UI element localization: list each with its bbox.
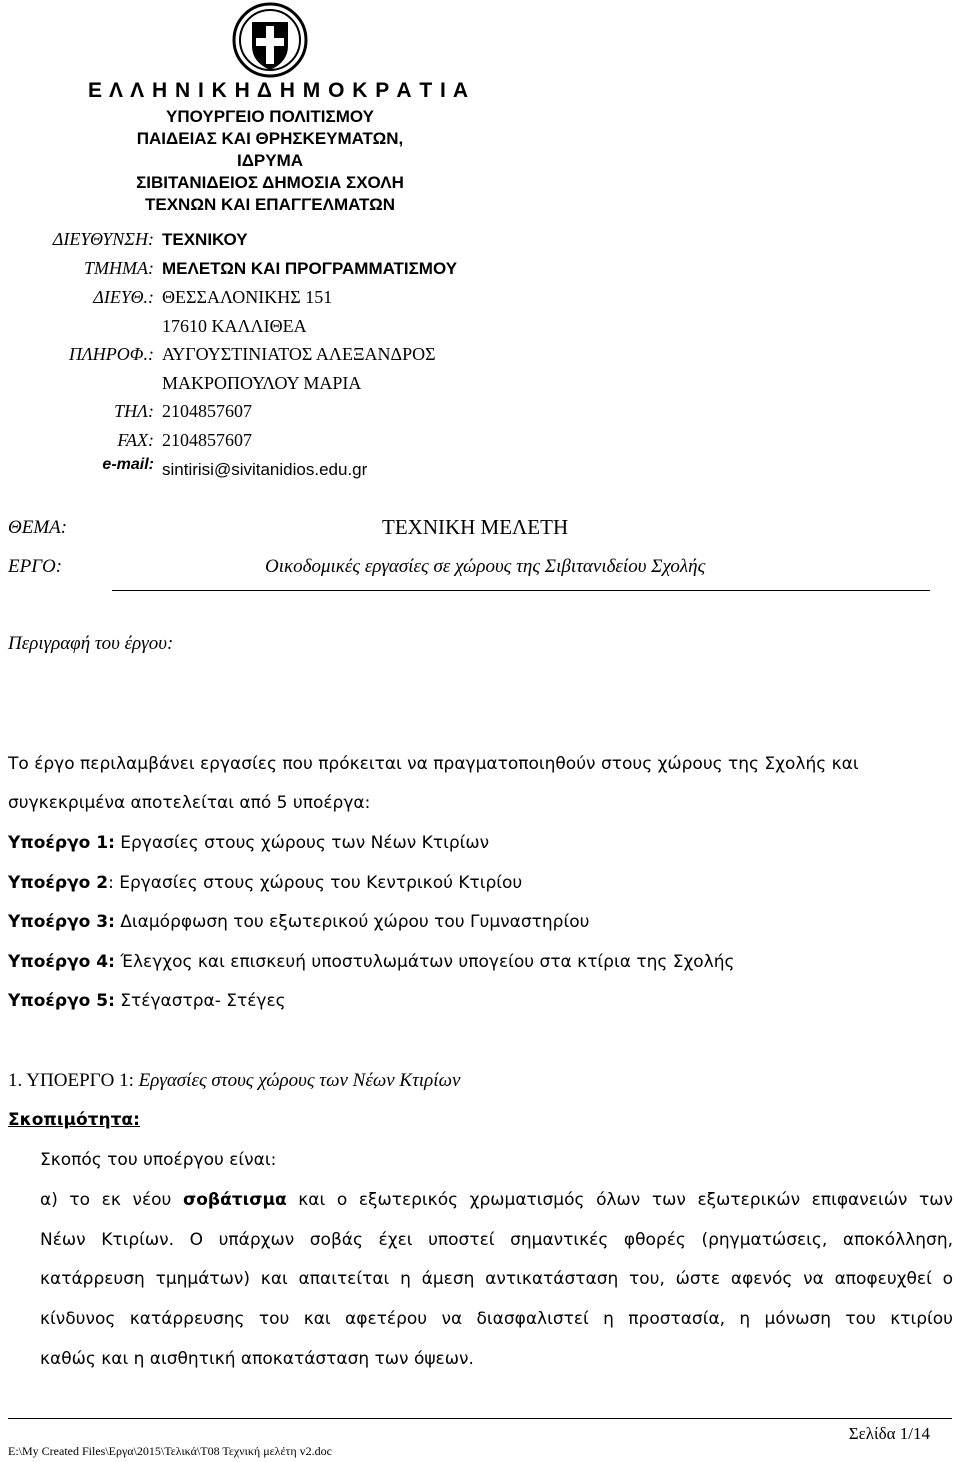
file-path: E:\My Created Files\Εργα\2015\Τελικά\Τ08 Τεχνική μελέτη v2.doc — [8, 1444, 332, 1458]
address-label: ΔΙΕΥΘ.: — [93, 287, 154, 307]
department-label: ΤΜΗΜΑ: — [84, 258, 154, 278]
section-1-title — [8, 1069, 460, 1092]
subject-label: ΘΕΜΑ: — [8, 517, 68, 538]
purpose-intro: Σκοπός του υποέργου είναι: — [40, 1150, 277, 1170]
school-line-2: ΤΕΧΝΩΝ ΚΑΙ ΕΠΑΓΓΕΛΜΑΤΩΝ — [145, 195, 395, 214]
paragraph-line-2: Νέων Κτιρίων. Ο υπάρχων σοβάς έχει υποστεί σημαντικές φθορές (ρηγματώσεις, αποκόλληση, — [40, 1230, 953, 1250]
intro-line-1: Το έργο περιλαμβάνει εργασίες που πρόκειται να πραγματοποιηθούν στους χώρους της Σχολής και — [8, 754, 859, 774]
project-value: Οικοδομικές εργασίες σε χώρους της Σιβιτανιδείου Σχολής — [265, 556, 706, 577]
plaster-keyword: σοβάτισμα — [182, 1190, 287, 1210]
subproject-text: Στέγαστρα- Στέγες — [114, 991, 286, 1011]
divider-line — [112, 590, 930, 591]
section-1-number: 1. ΥΠΟΕΡΓΟ 1: — [8, 1070, 134, 1091]
email-value[interactable]: sintirisi@sivitanidios.edu.gr — [162, 460, 368, 479]
subproject-5 — [8, 991, 286, 1011]
paragraph-line-1-a: α) το εκ νέου — [40, 1190, 183, 1210]
paragraph-line-5: καθώς και η αισθητική αποκατάσταση των όψεων. — [40, 1349, 474, 1369]
section-1-title-rest: Εργασίες στους χώρους των Νέων Κτιρίων — [133, 1070, 461, 1091]
paragraph-line-1 — [40, 1190, 953, 1210]
phone-value: 2104857607 — [162, 401, 252, 421]
ministry-line-1: ΥΠΟΥΡΓΕΙΟ ΠΟΛΙΤΙΣΜΟΥ — [166, 107, 374, 126]
paragraph-line-3: κατάρρευση τμημάτων) και απαιτείται η άμεση αντικατάσταση του, ώστε αφενός να αποφευχθεί ο — [40, 1269, 953, 1289]
subproject-4 — [8, 952, 735, 972]
subproject-label: Υποέργο 4: — [8, 952, 115, 972]
greek-emblem — [232, 2, 308, 78]
subproject-1 — [8, 833, 489, 853]
paragraph-line-1-b: και ο εξωτερικός χρωματισμός όλων των εξωτερικών επιφανειών των — [286, 1190, 953, 1210]
country-title: Ε Λ Λ Η Ν Ι Κ Η Δ Η Μ Ο Κ Ρ Α Τ Ι Α — [88, 79, 470, 102]
subproject-text: Έλεγχος και επισκευή υποστυλωμάτων υπογείου στα κτίρια της Σχολής — [114, 952, 735, 972]
intro-line-2: συγκεκριμένα αποτελείται από 5 υποέργα: — [8, 793, 371, 813]
phone-label: ΤΗΛ: — [114, 401, 154, 421]
fax-label: FAX: — [117, 430, 154, 450]
paragraph-line-4: κίνδυνος κατάρρευσης του και αφετέρου να διασφαλιστεί η προστασία, η μόνωση του κτιρίου — [40, 1309, 953, 1329]
subproject-text: Διαμόρφωση του εξωτερικού χώρου του Γυμναστηρίου — [114, 912, 590, 932]
subproject-3 — [8, 912, 589, 932]
footer-rule — [8, 1418, 952, 1419]
info-line-1: ΑΥΓΟΥΣΤΙΝΙΑΤΟΣ ΑΛΕΞΑΝΔΡΟΣ — [162, 344, 436, 364]
subproject-2 — [8, 873, 522, 893]
email-label: e-mail: — [102, 456, 154, 473]
directorate-label: ΔΙΕΥΘΥΝΣΗ: — [52, 229, 154, 249]
subproject-label: Υποέργο 3: — [8, 912, 115, 932]
purpose-heading: Σκοπιμότητα: — [8, 1110, 140, 1130]
directorate-value: ΤΕΧΝΙΚΟΥ — [162, 230, 248, 249]
project-label: ΕΡΓΟ: — [8, 556, 63, 577]
page-number: Σελίδα 1/14 — [848, 1424, 930, 1443]
foundation-line: ΙΔΡΥΜΑ — [236, 151, 304, 170]
subproject-text: : Εργασίες στους χώρους του Κεντρικού Κτιρίου — [108, 873, 523, 893]
address-line-1: ΘΕΣΣΑΛΟΝΙΚΗΣ 151 — [162, 287, 333, 307]
address-line-2: 17610 ΚΑΛΛΙΘΕΑ — [162, 316, 307, 336]
subject-value: ΤΕΧΝΙΚΗ ΜΕΛΕΤΗ — [382, 515, 569, 539]
description-heading: Περιγραφή του έργου: — [8, 633, 174, 654]
info-line-2: ΜΑΚΡΟΠΟΥΛΟΥ ΜΑΡΙΑ — [162, 373, 362, 393]
subproject-label: Υποέργο 1: — [8, 833, 115, 853]
info-label: ΠΛΗΡΟΦ.: — [68, 344, 154, 364]
department-value: ΜΕΛΕΤΩΝ ΚΑΙ ΠΡΟΓΡΑΜΜΑΤΙΣΜΟΥ — [162, 259, 458, 278]
school-line-1: ΣΙΒΙΤΑΝΙΔΕΙΟΣ ΔΗΜΟΣΙΑ ΣΧΟΛΗ — [136, 173, 404, 192]
ministry-line-2: ΠΑΙΔΕΙΑΣ ΚΑΙ ΘΡΗΣΚΕΥΜΑΤΩΝ, — [136, 129, 404, 148]
subproject-text: Εργασίες στους χώρους των Νέων Κτιρίων — [114, 833, 490, 853]
subproject-label: Υποέργο 2 — [8, 873, 109, 893]
fax-value: 2104857607 — [162, 430, 252, 450]
subproject-label: Υποέργο 5: — [8, 991, 115, 1011]
